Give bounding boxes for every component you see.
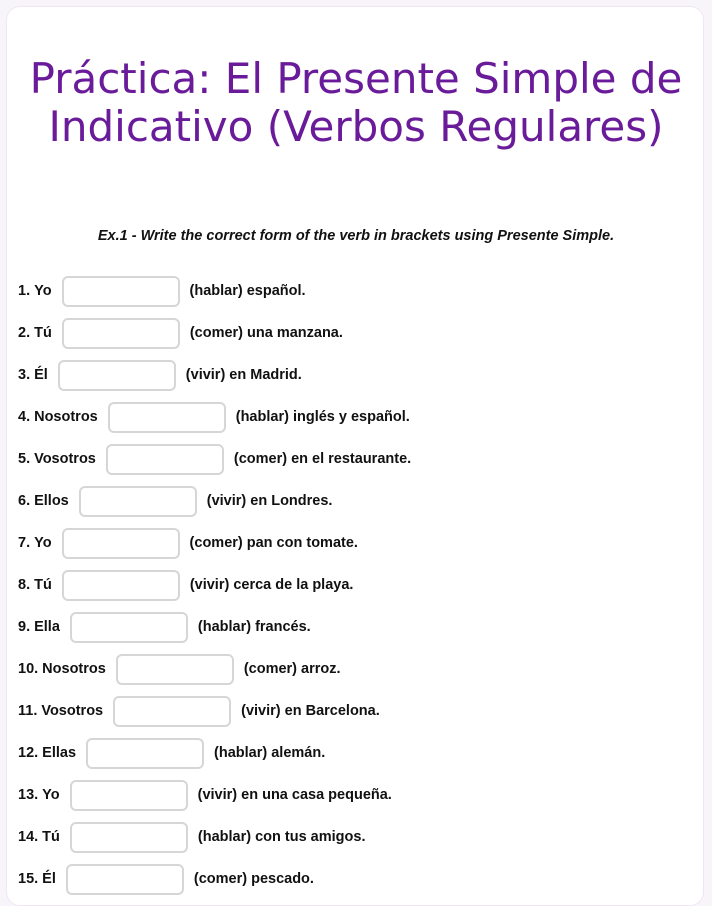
item-subject: Nosotros bbox=[42, 661, 106, 677]
exercise-item-10 bbox=[18, 648, 411, 690]
item-number: 10. bbox=[18, 661, 39, 677]
item-number: 14. bbox=[18, 829, 39, 845]
answer-input[interactable] bbox=[108, 402, 226, 433]
verb-hint: (comer) pescado. bbox=[193, 871, 314, 887]
item-number: 4. bbox=[18, 409, 31, 425]
answer-input[interactable] bbox=[70, 780, 188, 811]
exercise-item-11 bbox=[18, 690, 411, 732]
verb-hint: (hablar) francés. bbox=[197, 619, 311, 635]
answer-input[interactable] bbox=[86, 738, 204, 769]
answer-input[interactable] bbox=[70, 822, 188, 853]
item-number: 11. bbox=[18, 703, 38, 719]
item-number: 5. bbox=[18, 451, 31, 467]
item-subject: Tú bbox=[42, 829, 60, 845]
verb-hint: (comer) arroz. bbox=[243, 661, 341, 677]
item-number: 9. bbox=[18, 619, 31, 635]
verb-hint: (hablar) español. bbox=[189, 283, 306, 299]
exercise-item-14 bbox=[18, 816, 411, 858]
item-subject: Nosotros bbox=[34, 409, 98, 425]
answer-input[interactable] bbox=[58, 360, 176, 391]
page-title: Práctica: El Presente Simple de Indicativo (Verbos Regulares) bbox=[29, 54, 683, 151]
item-subject: Yo bbox=[42, 787, 60, 803]
exercise-item-2 bbox=[18, 312, 411, 354]
item-number: 13. bbox=[18, 787, 39, 803]
exercise-item-7 bbox=[18, 522, 411, 564]
item-subject: Yo bbox=[34, 283, 52, 299]
exercise-item-6 bbox=[18, 480, 411, 522]
exercise-item-4 bbox=[18, 396, 411, 438]
item-subject: Tú bbox=[34, 577, 52, 593]
exercise-item-3 bbox=[18, 354, 411, 396]
answer-input[interactable] bbox=[113, 696, 231, 727]
item-subject: Yo bbox=[34, 535, 52, 551]
item-number: 1. bbox=[18, 283, 31, 299]
answer-input[interactable] bbox=[62, 570, 180, 601]
exercise-item-9 bbox=[18, 606, 411, 648]
item-number: 6. bbox=[18, 493, 31, 509]
exercise-item-1 bbox=[18, 270, 411, 312]
exercise-item-12 bbox=[18, 732, 411, 774]
verb-hint: (vivir) en Madrid. bbox=[185, 367, 302, 383]
exercise-item-5 bbox=[18, 438, 411, 480]
answer-input[interactable] bbox=[116, 654, 234, 685]
item-number: 8. bbox=[18, 577, 31, 593]
answer-input[interactable] bbox=[106, 444, 224, 475]
item-subject: Él bbox=[34, 367, 48, 383]
item-number: 15. bbox=[18, 871, 39, 887]
exercise-item-15 bbox=[18, 858, 411, 900]
exercise-item-8 bbox=[18, 564, 411, 606]
verb-hint: (hablar) con tus amigos. bbox=[197, 829, 366, 845]
verb-hint: (vivir) en Londres. bbox=[206, 493, 333, 509]
item-subject: Vosotros bbox=[41, 703, 104, 719]
verb-hint: (comer) en el restaurante. bbox=[233, 451, 412, 467]
verb-hint: (comer) pan con tomate. bbox=[189, 535, 358, 551]
item-subject: Ellas bbox=[42, 745, 77, 761]
verb-hint: (vivir) en Barcelona. bbox=[241, 703, 380, 719]
item-number: 3. bbox=[18, 367, 31, 383]
answer-input[interactable] bbox=[62, 318, 180, 349]
answer-input[interactable] bbox=[66, 864, 184, 895]
item-subject: Ellos bbox=[34, 493, 69, 509]
exercise-instructions: Ex.1 - Write the correct form of the verb in brackets using Presente Simple. bbox=[97, 228, 615, 244]
answer-input[interactable] bbox=[62, 276, 180, 307]
item-number: 2. bbox=[18, 325, 31, 341]
item-number: 12. bbox=[18, 745, 39, 761]
verb-hint: (vivir) en una casa pequeña. bbox=[197, 787, 392, 803]
exercise-item-13 bbox=[18, 774, 411, 816]
answer-input[interactable] bbox=[79, 486, 197, 517]
verb-hint: (hablar) inglés y español. bbox=[235, 409, 410, 425]
item-subject: Ella bbox=[34, 619, 60, 635]
item-subject: Tú bbox=[34, 325, 52, 341]
verb-hint: (hablar) alemán. bbox=[214, 745, 326, 761]
item-number: 7. bbox=[18, 535, 31, 551]
answer-input[interactable] bbox=[62, 528, 180, 559]
item-subject: Él bbox=[42, 871, 56, 887]
item-subject: Vosotros bbox=[34, 451, 96, 467]
verb-hint: (comer) una manzana. bbox=[189, 325, 343, 341]
answer-input[interactable] bbox=[70, 612, 188, 643]
verb-hint: (vivir) cerca de la playa. bbox=[189, 577, 354, 593]
exercise-list bbox=[18, 270, 411, 900]
